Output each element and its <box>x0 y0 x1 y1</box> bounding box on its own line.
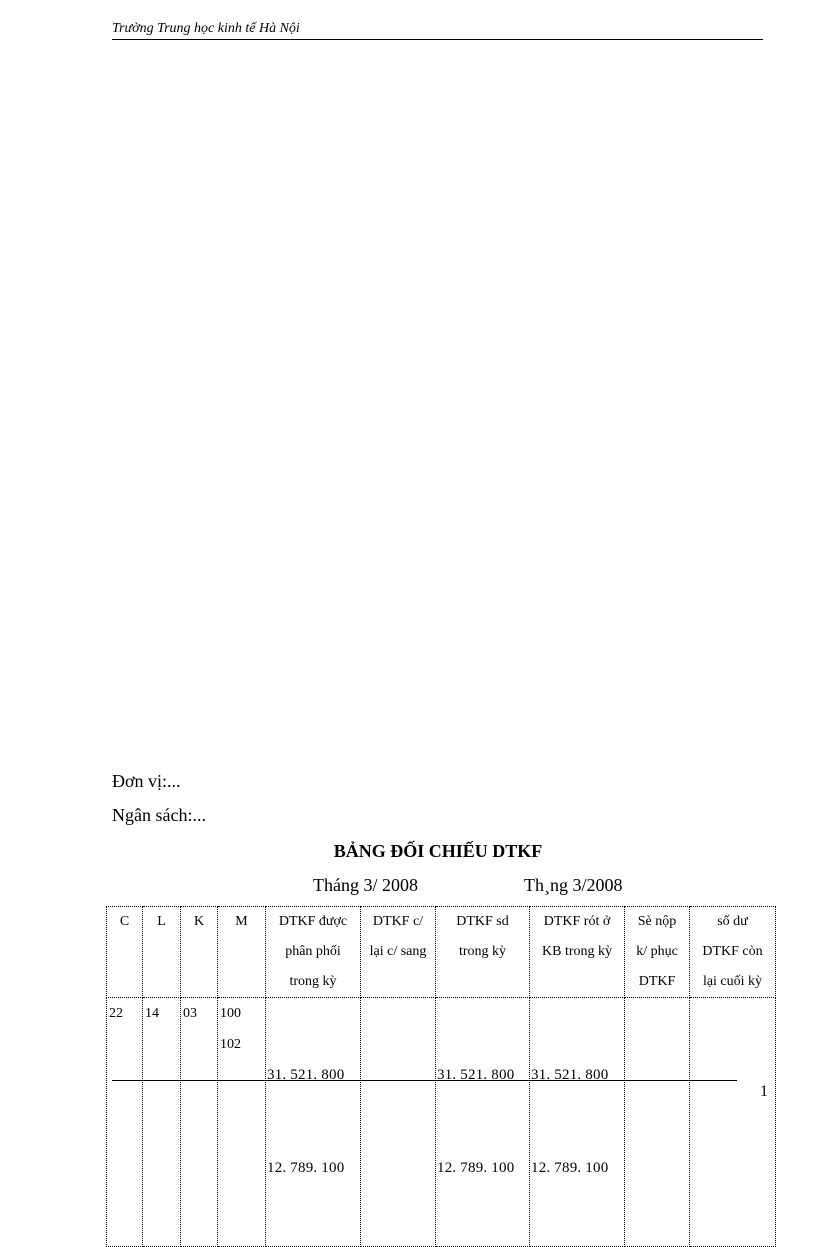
header-rule <box>112 39 763 40</box>
header-school-name: Trường Trung học kinh tế Hà Nội <box>112 21 300 36</box>
cell-used: 31. 521. 800 12. 789. 100 <box>436 998 530 1247</box>
header-cell-used: DTKF sd trong kỳ <box>436 907 530 998</box>
reconciliation-table <box>106 906 776 1247</box>
table-header-row <box>107 907 776 998</box>
cell-remaining <box>690 998 776 1247</box>
header-cell-remaining: số dư DTKF còn lại cuối kỳ <box>690 907 776 998</box>
cell-carried <box>361 998 436 1247</box>
month-label-left: Tháng 3/ 2008 <box>313 875 418 895</box>
cell-l: 14 <box>143 998 181 1247</box>
footer-rule <box>112 1080 737 1081</box>
cell-c: 22 <box>107 998 143 1247</box>
header-cell-m: M <box>218 907 266 998</box>
cell-distributed: 31. 521. 800 12. 789. 100 <box>266 998 361 1247</box>
header-cell-drawn: DTKF rót ở KB trong kỳ <box>530 907 625 998</box>
cell-m: 100 102 <box>218 998 266 1247</box>
table-row <box>107 998 776 1247</box>
header-cell-distributed: DTKF được phân phối trong kỳ <box>266 907 361 998</box>
cell-paid-back <box>625 998 690 1247</box>
header-cell-l: L <box>143 907 181 998</box>
cell-k: 03 <box>181 998 218 1247</box>
cell-drawn: 31. 521. 800 12. 789. 100 <box>530 998 625 1247</box>
page-number: 1 <box>760 1083 768 1100</box>
header-cell-k: K <box>181 907 218 998</box>
document-title: BẢNG ĐỐI CHIẾU DTKF <box>333 841 543 861</box>
header-cell-paid-back: Sè nộp k/ phục DTKF <box>625 907 690 998</box>
unit-field: Đơn vị:... <box>112 771 181 791</box>
header-cell-c: C <box>107 907 143 998</box>
month-label-right: Th¸ng 3/2008 <box>524 875 623 895</box>
budget-field: Ngân sách:... <box>112 805 206 825</box>
header-cell-carried: DTKF c/ lại c/ sang <box>361 907 436 998</box>
